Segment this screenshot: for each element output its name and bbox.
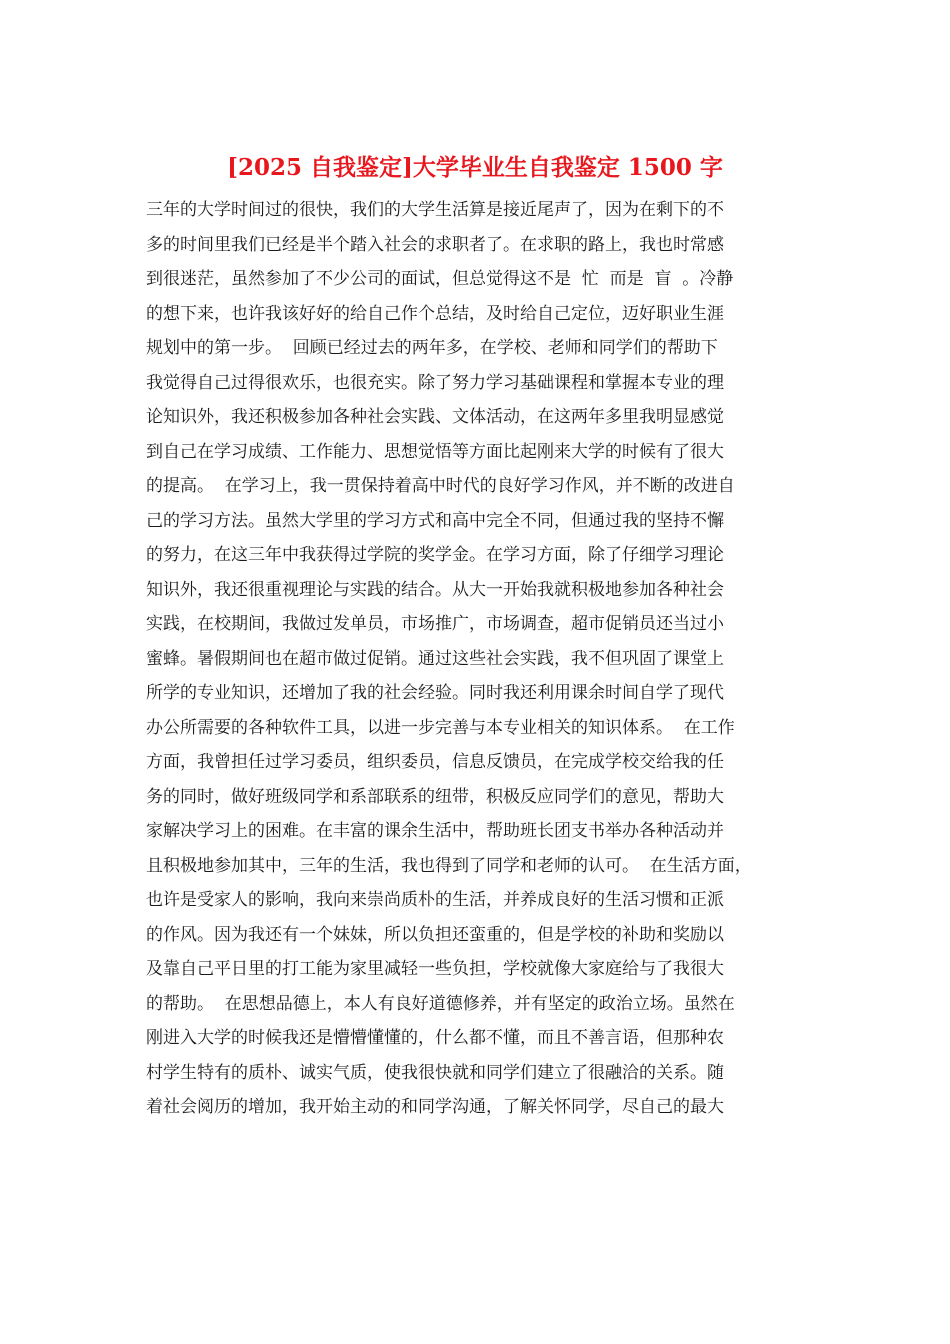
body-text-line: 的提高。 在学习上，我一贯保持着高中时代的良好学习作风，并不断的改进自 <box>146 476 735 496</box>
body-text-line: 务的同时，做好班级同学和系部联系的纽带，积极反应同学们的意见，帮助大 <box>146 786 724 807</box>
body-text-line: 三年的大学时间过的很快，我们的大学生活算是接近尾声了，因为在剩下的不 <box>146 200 724 220</box>
body-text-line: 刚进入大学的时候我还是懵懵懂懂的，什么都不懂，而且不善言语，但那种农 <box>146 1028 724 1048</box>
body-text-line: 村学生特有的质朴、诚实气质，使我很快就和同学们建立了很融洽的关系。随 <box>146 1062 724 1083</box>
document-body <box>146 193 826 1125</box>
body-text-line: 规划中的第一步。 回顾已经过去的两年多，在学校、老师和同学们的帮助下 <box>146 338 718 358</box>
body-text-line: 的作风。因为我还有一个妹妹，所以负担还蛮重的，但是学校的补助和奖励以 <box>146 924 724 945</box>
body-text-line: 的帮助。 在思想品德上，本人有良好道德修养，并有坚定的政治立场。虽然在 <box>146 993 735 1014</box>
body-text-line: 且积极地参加其中，三年的生活，我也得到了同学和老师的认可。 在生活方面， <box>146 855 752 876</box>
body-text-line: 蜜蜂。暑假期间也在超市做过促销。通过这些社会实践，我不但巩固了课堂上 <box>146 648 724 669</box>
document-title: [2025 自我鉴定]大学毕业生自我鉴定 1500 字 <box>227 154 723 181</box>
body-text-line: 也许是受家人的影响，我向来崇尚质朴的生活，并养成良好的生活习惯和正派 <box>146 890 724 910</box>
body-text-line: 到很迷茫，虽然参加了不少公司的面试，但总觉得这不是 忙 而是 盲 。冷静 <box>146 269 734 289</box>
body-text-line: 多的时间里我们已经是半个踏入社会的求职者了。在求职的路上，我也时常感 <box>146 234 724 255</box>
body-text-line: 着社会阅历的增加，我开始主动的和同学沟通，了解关怀同学，尽自己的最大 <box>146 1097 724 1117</box>
body-text-line: 论知识外，我还积极参加各种社会实践、文体活动，在这两年多里我明显感觉 <box>146 407 724 427</box>
body-text-line: 实践，在校期间，我做过发单员，市场推广，市场调查，超市促销员还当过小 <box>146 614 724 634</box>
body-text-line: 我觉得自己过得很欢乐，也很充实。除了努力学习基础课程和掌握本专业的理 <box>146 372 724 393</box>
body-text-line: 所学的专业知识，还增加了我的社会经验。同时我还利用课余时间自学了现代 <box>146 683 724 703</box>
body-text-line: 的想下来，也许我该好好的给自己作个总结，及时给自己定位，迈好职业生涯 <box>146 303 724 324</box>
body-text-line: 己的学习方法。虽然大学里的学习方式和高中完全不同，但通过我的坚持不懈 <box>146 510 724 531</box>
body-text-line: 的努力，在这三年中我获得过学院的奖学金。在学习方面，除了仔细学习理论 <box>146 545 724 565</box>
body-text-line: 家解决学习上的困难。在丰富的课余生活中，帮助班长团支书举办各种活动并 <box>146 821 724 841</box>
body-text-line: 知识外，我还很重视理论与实践的结合。从大一开始我就积极地参加各种社会 <box>146 579 724 600</box>
body-text-line: 方面，我曾担任过学习委员，组织委员，信息反馈员，在完成学校交给我的任 <box>146 752 724 772</box>
body-text-line: 及靠自己平日里的打工能为家里减轻一些负担，学校就像大家庭给与了我很大 <box>146 959 724 979</box>
body-text-line: 办公所需要的各种软件工具，以进一步完善与本专业相关的知识体系。 在工作 <box>146 717 735 738</box>
body-text-line: 到自己在学习成绩、工作能力、思想觉悟等方面比起刚来大学的时候有了很大 <box>146 441 724 462</box>
